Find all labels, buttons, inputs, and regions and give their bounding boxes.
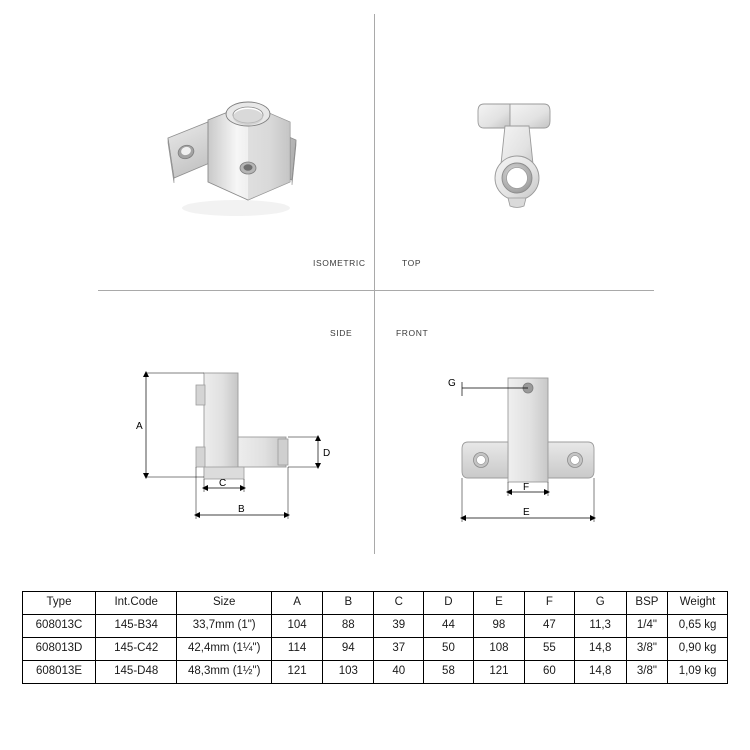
cell-type: 608013D <box>23 638 96 661</box>
dimension-d <box>288 435 321 469</box>
table-row <box>23 661 728 684</box>
front-view-outline <box>462 378 594 482</box>
table-row <box>23 615 728 638</box>
cell-f: 47 <box>525 615 575 638</box>
header-f: F <box>525 592 575 615</box>
view-label-side: SIDE <box>330 328 353 338</box>
cell-weight: 0,65 kg <box>668 615 728 638</box>
header-a: A <box>271 592 322 615</box>
cell-weight: 1,09 kg <box>668 661 728 684</box>
top-view-outline <box>478 104 550 208</box>
top-view <box>450 80 610 240</box>
specification-table <box>22 591 728 684</box>
cell-a: 114 <box>271 638 322 661</box>
cell-c: 37 <box>374 638 424 661</box>
dimension-label-a: A <box>136 421 143 432</box>
table-row <box>23 638 728 661</box>
side-view-outline <box>196 373 288 479</box>
cell-type: 608013E <box>23 661 96 684</box>
cell-d: 50 <box>424 638 474 661</box>
cell-a: 104 <box>271 615 322 638</box>
cell-g: 14,8 <box>574 661 626 684</box>
dimension-label-c: C <box>219 478 227 489</box>
cell-d: 44 <box>424 615 474 638</box>
dimension-label-e: E <box>523 507 530 518</box>
cell-bsp: 3/8" <box>626 638 667 661</box>
header-b: B <box>323 592 374 615</box>
cell-b: 103 <box>323 661 374 684</box>
cell-bsp: 3/8" <box>626 661 667 684</box>
cell-g: 11,3 <box>574 615 626 638</box>
header-c: C <box>374 592 424 615</box>
quadrant-divider-horizontal <box>98 290 654 291</box>
cell-c: 39 <box>374 615 424 638</box>
view-label-isometric: ISOMETRIC <box>313 258 366 268</box>
cell-b: 94 <box>323 638 374 661</box>
cell-intcode: 145-B34 <box>96 615 177 638</box>
front-view <box>440 360 650 530</box>
cell-weight: 0,90 kg <box>668 638 728 661</box>
header-size: Size <box>177 592 272 615</box>
cell-d: 58 <box>424 661 474 684</box>
cell-size: 42,4mm (1¼") <box>177 638 272 661</box>
dimension-a <box>143 371 204 479</box>
cell-c: 40 <box>374 661 424 684</box>
dimension-label-b: B <box>238 504 245 515</box>
header-d: D <box>424 592 474 615</box>
dimension-label-g: G <box>448 378 456 389</box>
header-type: Type <box>23 592 96 615</box>
cell-intcode: 145-C42 <box>96 638 177 661</box>
cell-intcode: 145-D48 <box>96 661 177 684</box>
cell-type: 608013C <box>23 615 96 638</box>
header-e: E <box>473 592 524 615</box>
header-intcode: Int.Code <box>96 592 177 615</box>
cell-size: 48,3mm (1½") <box>177 661 272 684</box>
view-label-front: FRONT <box>396 328 429 338</box>
cell-e: 98 <box>473 615 524 638</box>
isometric-view <box>150 70 340 240</box>
cell-f: 55 <box>525 638 575 661</box>
dimension-label-d: D <box>323 448 331 459</box>
cell-size: 33,7mm (1") <box>177 615 272 638</box>
quadrant-divider-vertical <box>374 14 375 554</box>
header-g: G <box>574 592 626 615</box>
cell-bsp: 1/4" <box>626 615 667 638</box>
view-label-top: TOP <box>402 258 422 268</box>
side-view <box>128 355 348 535</box>
cell-b: 88 <box>323 615 374 638</box>
table-header-row <box>23 592 728 615</box>
header-weight: Weight <box>668 592 728 615</box>
mounting-ear-left <box>168 122 212 183</box>
header-bsp: BSP <box>626 592 667 615</box>
cell-f: 60 <box>525 661 575 684</box>
cell-g: 14,8 <box>574 638 626 661</box>
cell-a: 121 <box>271 661 322 684</box>
dimension-label-f: F <box>523 482 530 493</box>
cell-e: 108 <box>473 638 524 661</box>
cell-e: 121 <box>473 661 524 684</box>
fitting-body <box>208 102 290 200</box>
